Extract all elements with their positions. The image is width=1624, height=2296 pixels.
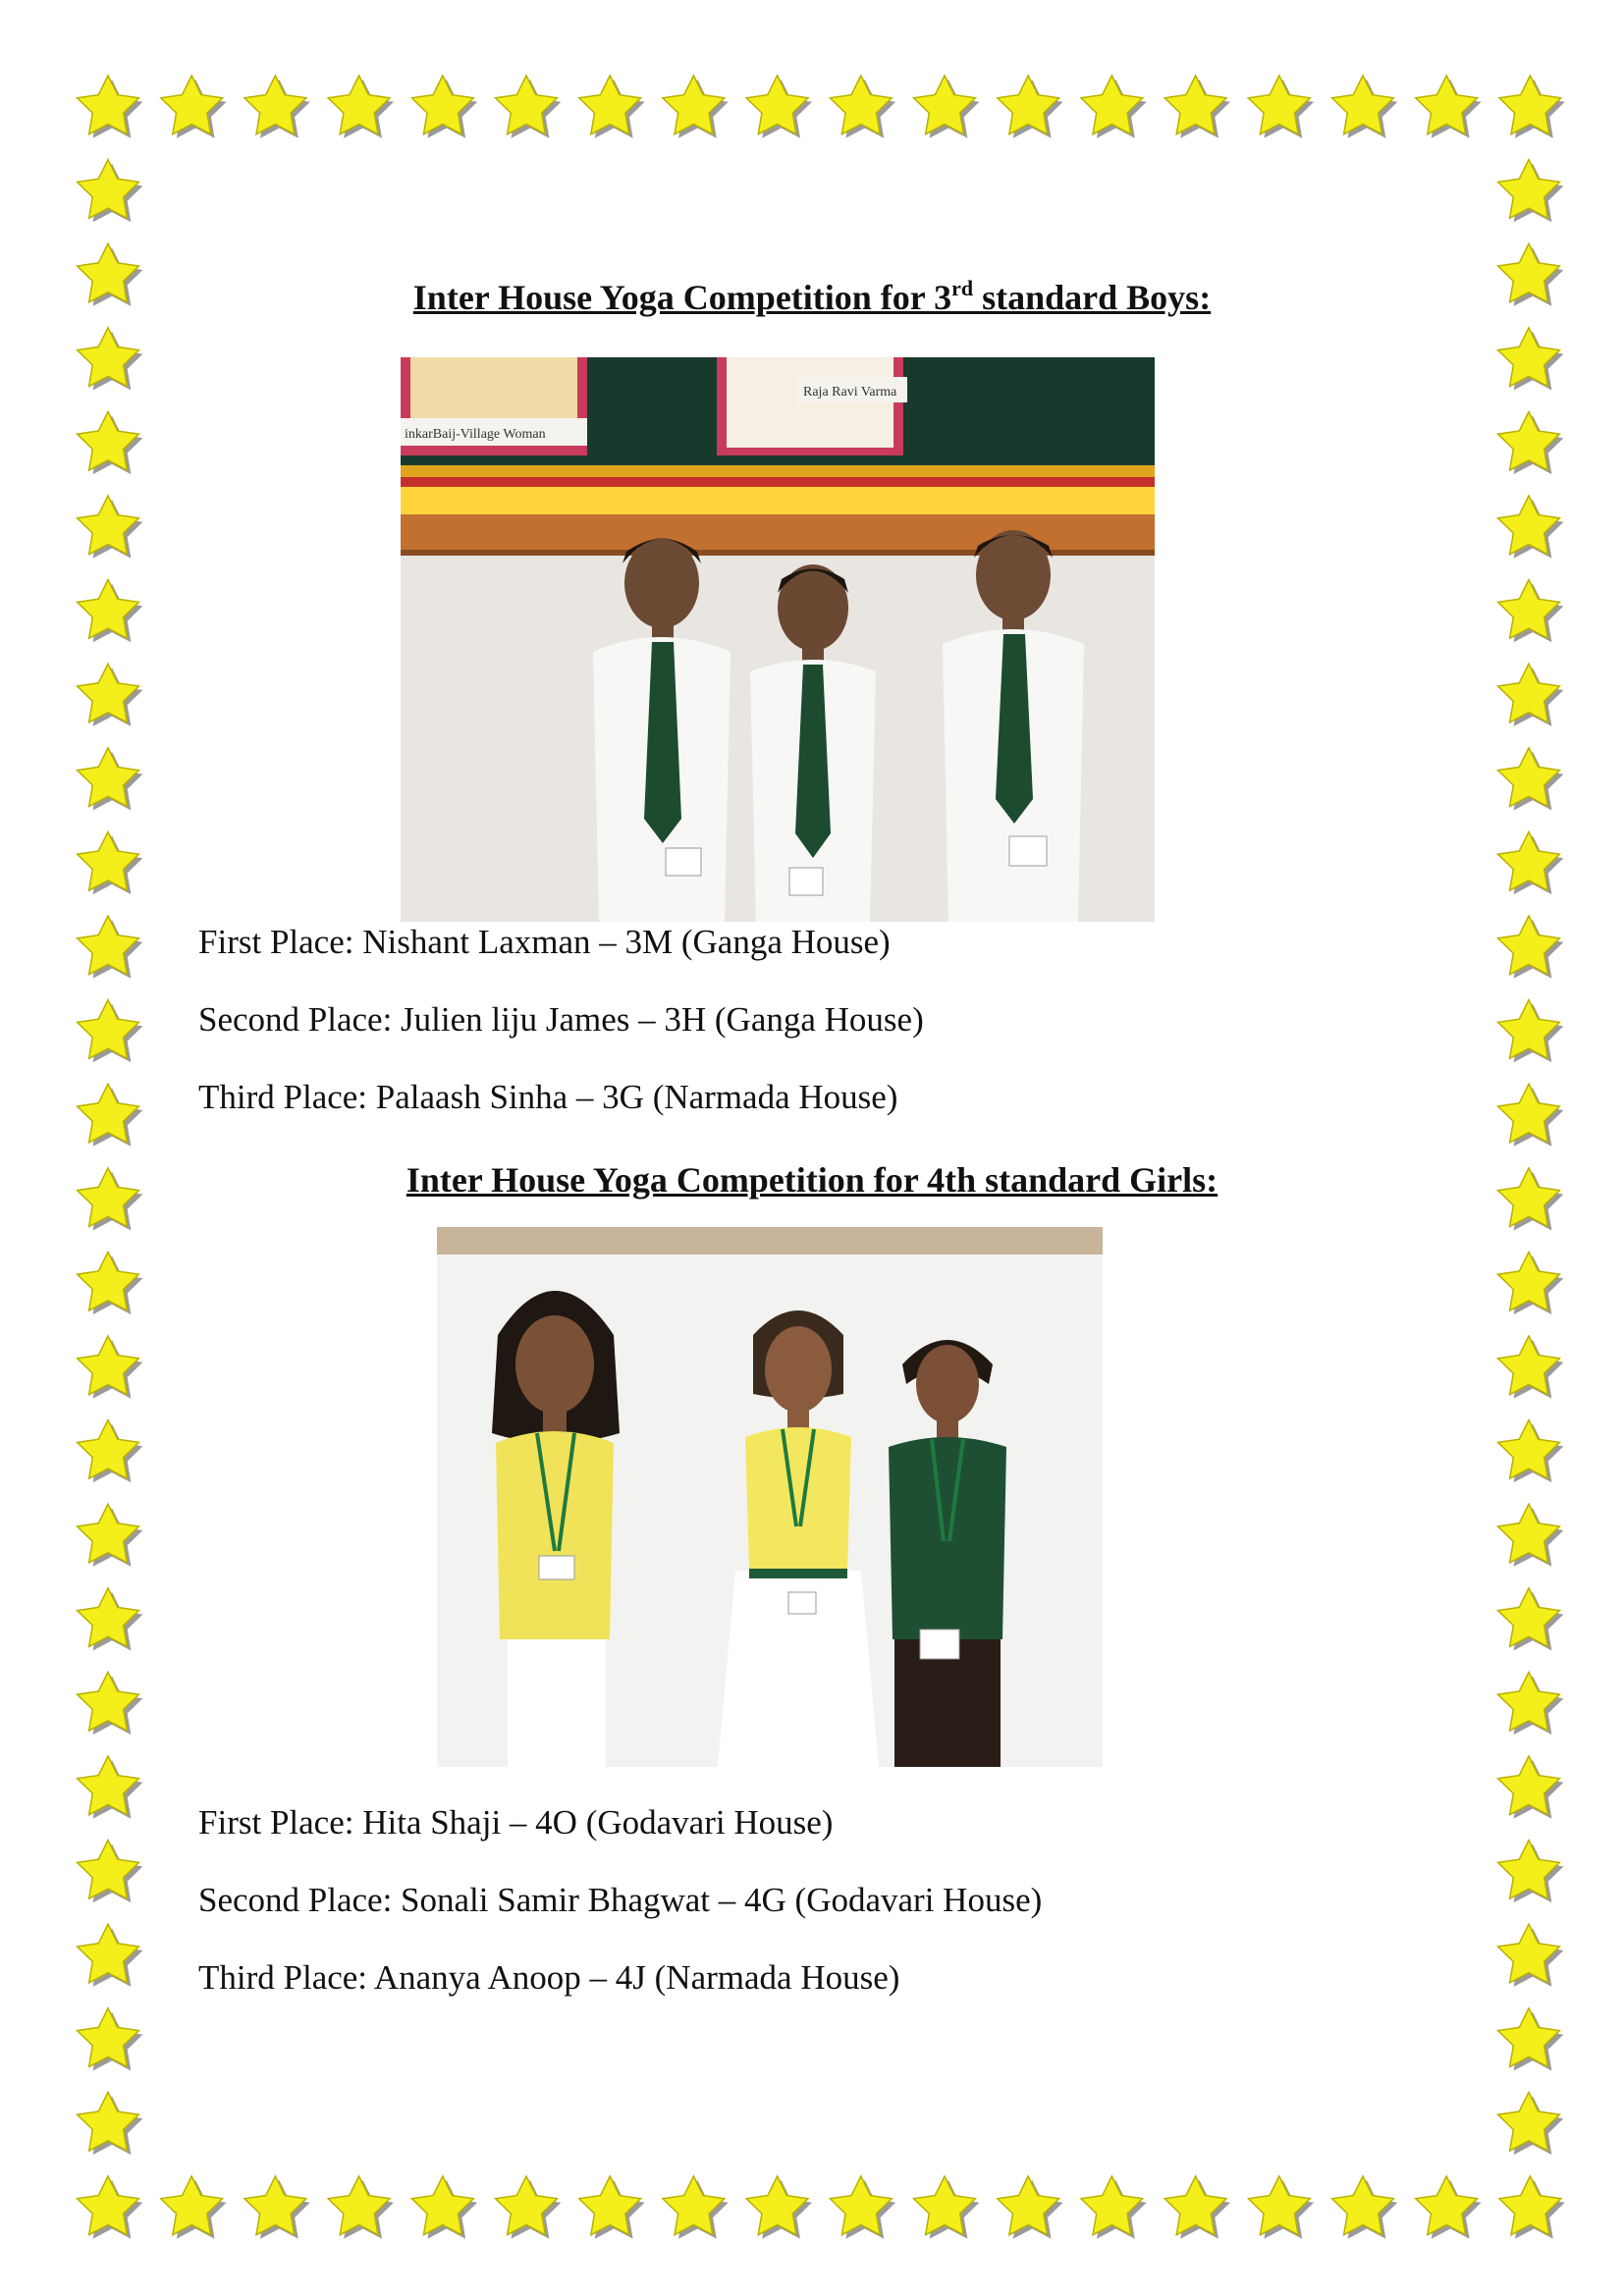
- girls-third-place: Third Place: Ananya Anoop – 4J (Narmada House): [198, 1958, 900, 1997]
- board-label-right: Raja Ravi Varma: [803, 385, 897, 400]
- boys-second-place: Second Place: Julien liju James – 3H (Ganga House): [198, 1000, 924, 1039]
- girls-second-place: Second Place: Sonali Samir Bhagwat – 4G (Godavari House): [198, 1881, 1043, 1919]
- boys-first-place: First Place: Nishant Laxman – 3M (Ganga House): [198, 923, 891, 961]
- girls-first-place: First Place: Hita Shaji – 4O (Godavari House): [198, 1803, 834, 1842]
- board-label-left: inkarBaij-Village Woman: [405, 427, 546, 442]
- boys-third-place: Third Place: Palaash Sinha – 3G (Narmada House): [198, 1078, 898, 1116]
- girls-winners-photo: [437, 1227, 1103, 1767]
- section2-heading: Inter House Yoga Competition for 4th standard Girls:: [406, 1160, 1218, 1200]
- section1-heading: Inter House Yoga Competition for 3rd standard Boys:: [412, 276, 1212, 317]
- boys-winners-photo: [401, 357, 1155, 922]
